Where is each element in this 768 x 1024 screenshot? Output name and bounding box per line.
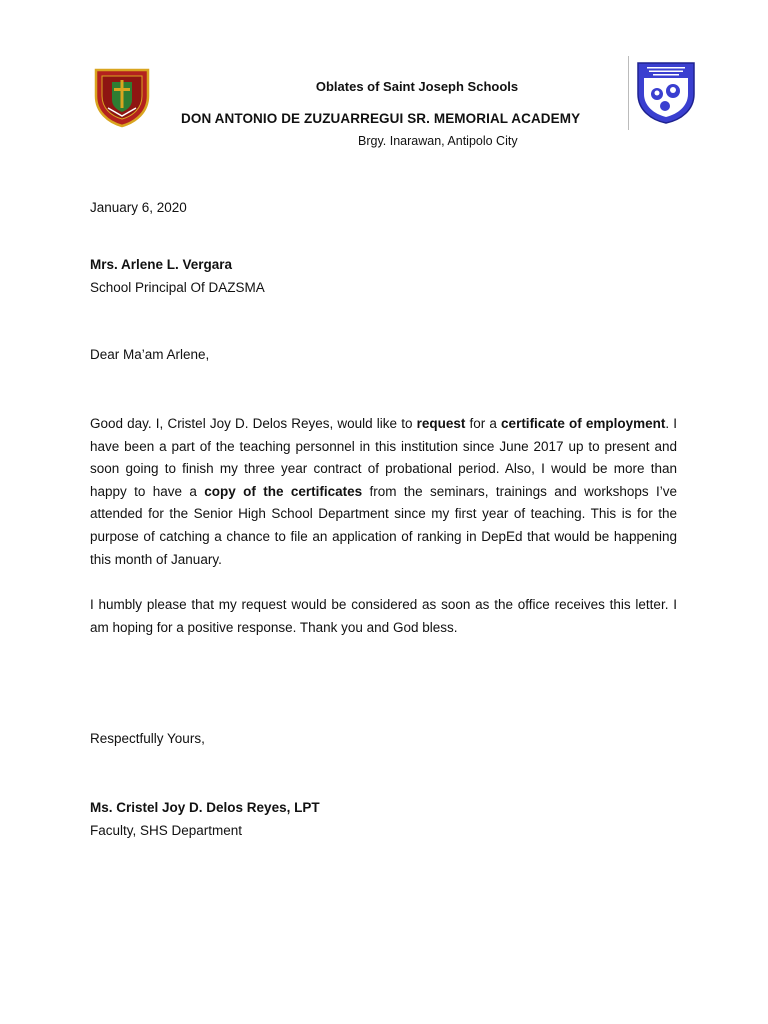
- school-name: DON ANTONIO DE ZUZUARREGUI SR. MEMORIAL ACADEMY: [181, 111, 581, 126]
- emphasis-certificate: certificate of employment: [501, 416, 666, 431]
- salutation: Dear Ma’am Arlene,: [90, 347, 210, 362]
- body-paragraph-2: I humbly please that my request would be considered as soon as the office receives this letter. I am hoping for a positive response. Thank you and God bless.: [90, 597, 677, 635]
- recipient-title: School Principal Of DAZSMA: [90, 280, 265, 295]
- organization-name: Oblates of Saint Joseph Schools: [315, 79, 519, 94]
- signer-title: Faculty, SHS Department: [90, 823, 243, 838]
- body-paragraph-1: Good day. I, Cristel Joy D. Delos Reyes, would like to request for a certificate of employment. I have been a part of the teaching personnel in this institution since June 2017 up to present and soon going to finish my three year contract of probational period. Also, I would be more than happy to have a copy of the certificates from the seminars, trainings and workshops I’ve attended for the Senior High School Department since my first year of teaching. This is for the purpose of catching a chance to file an application of ranking in DepEd that would be happening this month of January.: [90, 416, 678, 567]
- emphasis-copy: copy of the certificates: [204, 483, 363, 499]
- signer-name: Ms. Cristel Joy D. Delos Reyes, LPT: [90, 800, 320, 815]
- osj-schools-crest-icon: [92, 66, 152, 128]
- school-address: Brgy. Inarawan, Antipolo City: [358, 134, 518, 148]
- letter-date: January 6, 2020: [90, 200, 187, 215]
- emphasis-request: request: [416, 416, 466, 431]
- closing: Respectfully Yours,: [90, 731, 205, 746]
- recipient-name: Mrs. Arlene L. Vergara: [90, 257, 233, 272]
